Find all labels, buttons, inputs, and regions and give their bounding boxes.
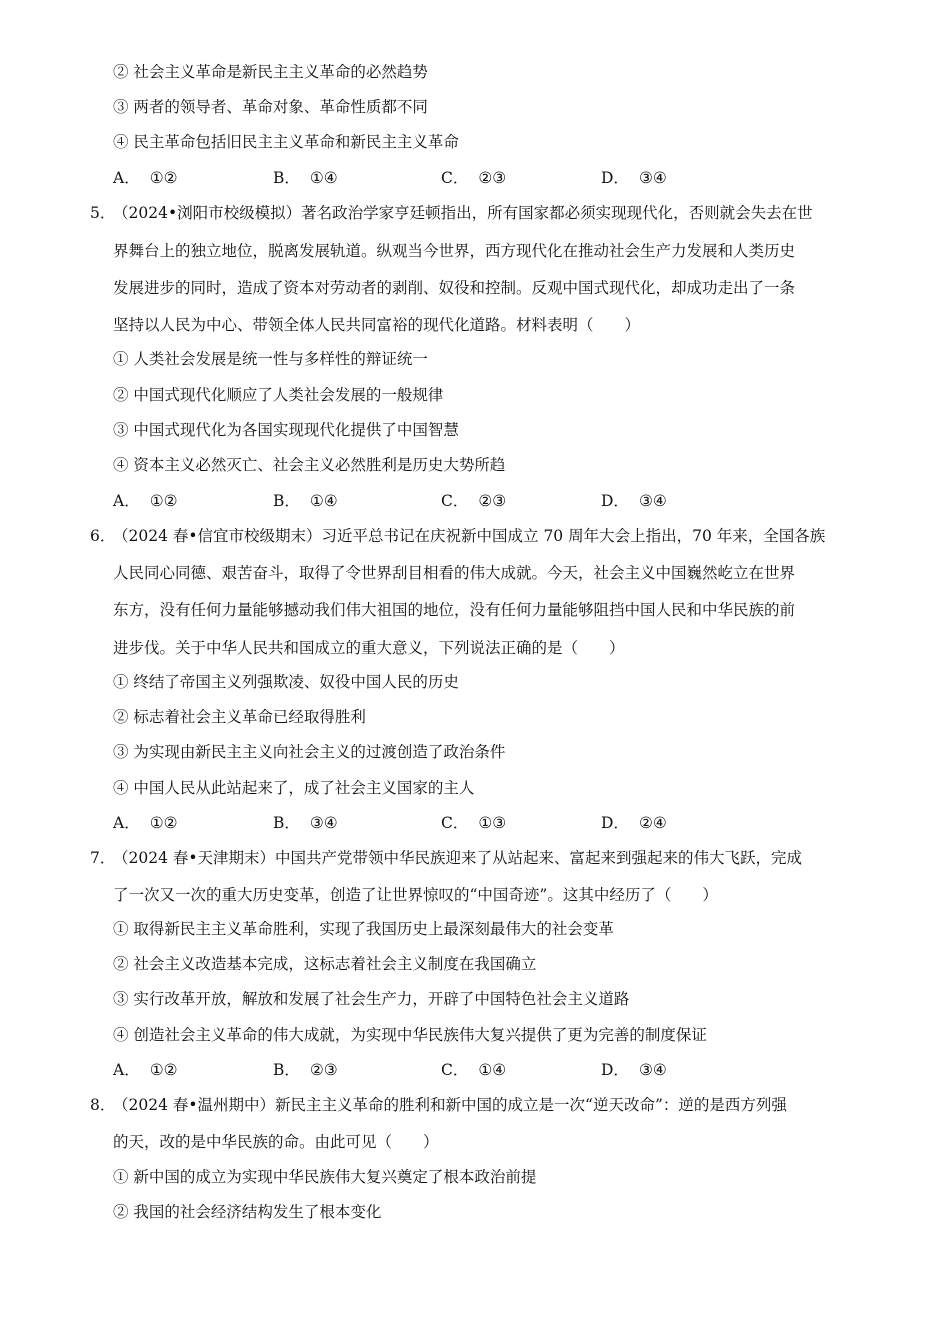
- q5-statement-3: ③ 中国式现代化为各国实现现代化提供了中国智慧: [113, 421, 459, 439]
- q7-statement-2: ② 社会主义改造基本完成，这标志着社会主义制度在我国确立: [113, 955, 537, 973]
- q7-statement-3: ③ 实行改革开放，解放和发展了社会生产力，开辟了中国特色社会主义道路: [113, 990, 630, 1008]
- q5-statement-1: ① 人类社会发展是统一性与多样性的辩证统一: [113, 350, 428, 368]
- q4-option-b: B． ①④: [273, 169, 338, 187]
- q5-text-line-2: 界舞台上的独立地位，脱离发展轨道。纵观当今世界，西方现代化在推动社会生产力发展和人类历史: [113, 242, 796, 260]
- q5-option-c: C． ②③: [441, 492, 507, 510]
- q4-option-d: D． ③④: [601, 169, 667, 187]
- q5-text-line-1: （2024•浏阳市校级模拟）著名政治学家亨廷顿指出，所有国家都必须实现现代化，否则就会失去在世: [113, 204, 813, 222]
- q6-statement-4: ④ 中国人民从此站起来了，成了社会主义国家的主人: [113, 779, 475, 797]
- q6-option-c: C． ①③: [441, 814, 507, 832]
- q6-statement-1: ① 终结了帝国主义列强欺凌、奴役中国人民的历史: [113, 673, 459, 691]
- q4-statement-3: ③ 两者的领导者、革命对象、革命性质都不同: [113, 98, 428, 116]
- q6-option-a: A． ①②: [113, 814, 178, 832]
- q6-text-line-2: 人民同心同德、艰苦奋斗，取得了令世界刮目相看的伟大成就。今天，社会主义中国巍然屹立在世界: [113, 564, 796, 582]
- q4-option-c: C． ②③: [441, 169, 507, 187]
- q7-text-line-2: 了一次又一次的重大历史变革，创造了让世界惊叹的“中国奇迹”。这其中经历了（ ）: [113, 886, 718, 904]
- q7-option-b: B． ②③: [273, 1061, 338, 1079]
- q8-statement-2: ② 我国的社会经济结构发生了根本变化: [113, 1203, 382, 1221]
- q7-statement-4: ④ 创造社会主义革命的伟大成就，为实现中华民族伟大复兴提供了更为完善的制度保证: [113, 1026, 707, 1044]
- q8-text-line-1: （2024 春•温州期中）新民主主义革命的胜利和新中国的成立是一次“逆天改命”：逆的是西方列强: [113, 1096, 787, 1114]
- q8-text-line-2: 的天，改的是中华民族的命。由此可见（ ）: [113, 1133, 439, 1151]
- q5-option-a: A． ①②: [113, 492, 178, 510]
- q6-option-d: D． ②④: [601, 814, 667, 832]
- q7-text-line-1: （2024 春•天津期末）中国共产党带领中华民族迎来了从站起来、富起来到强起来的伟大飞跃，完成: [113, 849, 803, 867]
- q7-number: 7．: [90, 849, 116, 867]
- q4-statement-2: ② 社会主义革命是新民主主义革命的必然趋势: [113, 63, 428, 81]
- q6-option-b: B． ③④: [273, 814, 338, 832]
- q6-text-line-4: 进步伐。关于中华人民共和国成立的重大意义，下列说法正确的是（ ）: [113, 639, 625, 657]
- q7-option-d: D． ③④: [601, 1061, 667, 1079]
- q6-statement-2: ② 标志着社会主义革命已经取得胜利: [113, 708, 366, 726]
- q7-option-c: C． ①④: [441, 1061, 507, 1079]
- q5-text-line-4: 坚持以人民为中心、带领全体人民共同富裕的现代化道路。材料表明（ ）: [113, 316, 641, 334]
- q5-option-b: B． ①④: [273, 492, 338, 510]
- q5-statement-2: ② 中国式现代化顺应了人类社会发展的一般规律: [113, 386, 444, 404]
- q7-statement-1: ① 取得新民主主义革命胜利，实现了我国历史上最深刻最伟大的社会变革: [113, 920, 614, 938]
- q4-statement-4: ④ 民主革命包括旧民主主义革命和新民主主义革命: [113, 133, 459, 151]
- q5-statement-4: ④ 资本主义必然灭亡、社会主义必然胜利是历史大势所趋: [113, 456, 506, 474]
- q6-text-line-3: 东方，没有任何力量能够撼动我们伟大祖国的地位，没有任何力量能够阻挡中国人民和中华民族的前: [113, 601, 796, 619]
- q7-option-a: A． ①②: [113, 1061, 178, 1079]
- q6-number: 6．: [90, 527, 116, 545]
- q5-option-d: D． ③④: [601, 492, 667, 510]
- q4-option-a: A． ①②: [113, 169, 178, 187]
- q5-text-line-3: 发展进步的同时，造成了资本对劳动者的剥削、奴役和控制。反观中国式现代化，却成功走出了一条: [113, 279, 796, 297]
- q8-statement-1: ① 新中国的成立为实现中华民族伟大复兴奠定了根本政治前提: [113, 1168, 537, 1186]
- q8-number: 8．: [90, 1096, 116, 1114]
- q6-text-line-1: （2024 春•信宜市校级期末）习近平总书记在庆祝新中国成立 70 周年大会上指出，70 年来，全国各族: [113, 527, 826, 545]
- q5-number: 5．: [90, 204, 116, 222]
- q6-statement-3: ③ 为实现由新民主主义向社会主义的过渡创造了政治条件: [113, 743, 506, 761]
